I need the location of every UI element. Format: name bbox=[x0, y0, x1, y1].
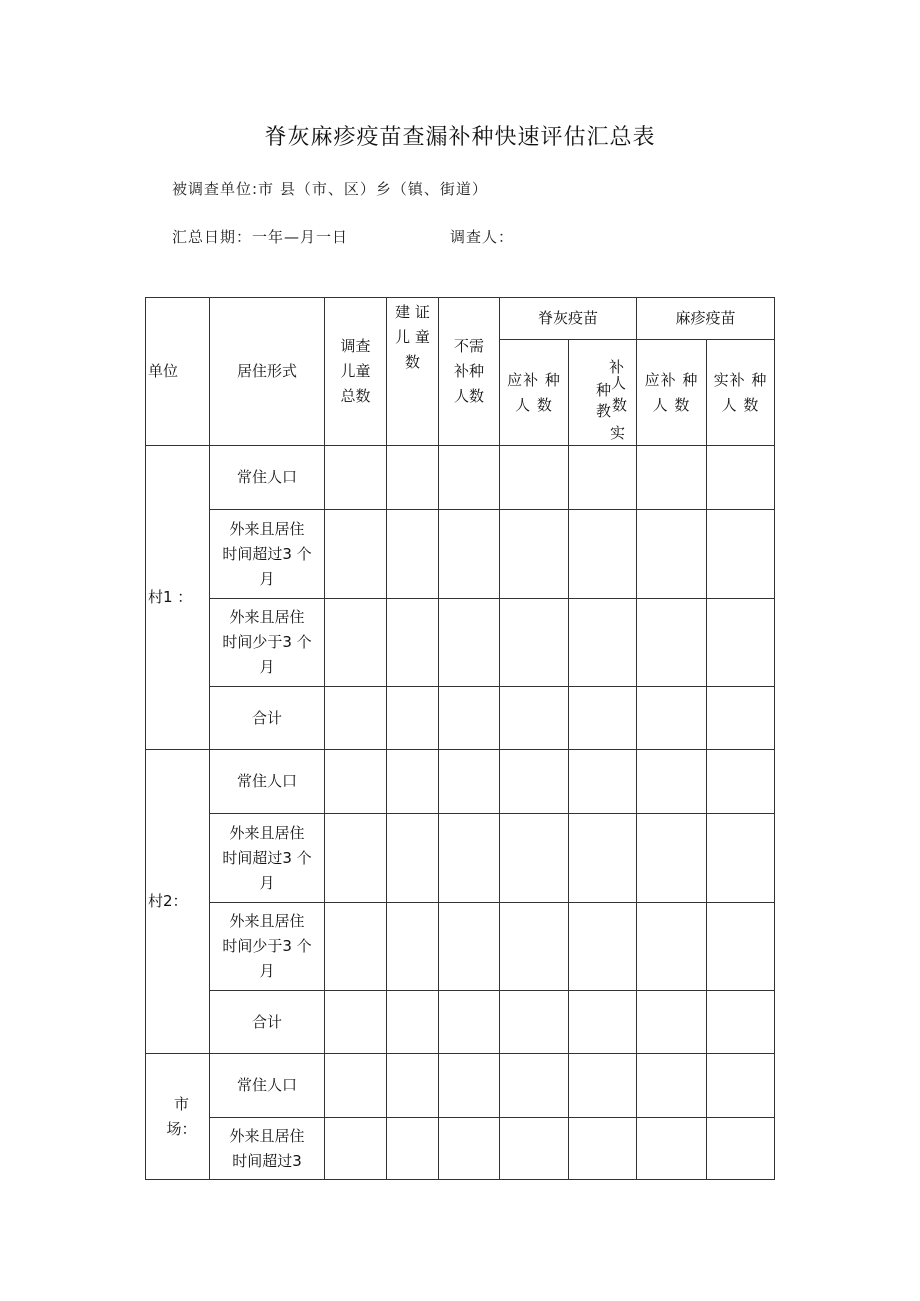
data-cell[interactable] bbox=[387, 446, 439, 510]
header-polio-actual bbox=[569, 340, 637, 446]
header-polio-actual-char-d: 数 bbox=[612, 395, 628, 414]
table-row bbox=[146, 750, 775, 814]
table-row bbox=[146, 814, 775, 903]
residence-line1: 外来且居住 bbox=[229, 608, 305, 626]
table-row bbox=[146, 446, 775, 510]
unit-cell-market bbox=[146, 1054, 210, 1180]
data-cell[interactable] bbox=[387, 1118, 439, 1180]
data-cell[interactable] bbox=[325, 750, 387, 814]
data-cell[interactable] bbox=[387, 903, 439, 991]
data-cell[interactable] bbox=[387, 991, 439, 1054]
data-cell[interactable] bbox=[637, 687, 707, 750]
header-residence-type: 居住形式 bbox=[210, 298, 325, 446]
data-cell[interactable] bbox=[325, 1118, 387, 1180]
data-cell[interactable] bbox=[500, 510, 569, 599]
residence-line2: 时间超过3 bbox=[232, 1151, 302, 1170]
residence-line1: 外来且居住 bbox=[229, 823, 305, 842]
data-cell[interactable] bbox=[500, 687, 569, 750]
table-row bbox=[146, 991, 775, 1054]
residence-cell bbox=[210, 903, 325, 991]
residence-line1: 外来且居住 bbox=[229, 1126, 305, 1145]
data-cell[interactable] bbox=[637, 599, 707, 687]
data-cell[interactable] bbox=[500, 814, 569, 903]
header-measles-actual bbox=[707, 340, 775, 446]
header-no-need-line1: 不需 bbox=[453, 337, 484, 355]
data-cell[interactable] bbox=[439, 750, 500, 814]
summary-date-line: 汇总日期：一年—月一日 bbox=[172, 228, 349, 246]
page-title: 脊灰麻疹疫苗查漏补种快速评估汇总表 bbox=[264, 125, 656, 150]
data-cell[interactable] bbox=[325, 814, 387, 903]
header-measles-actual-line1: 实补 种 bbox=[713, 370, 768, 389]
table-row bbox=[146, 1054, 775, 1118]
residence-line2: 时间超过3 个 bbox=[222, 544, 312, 563]
header-surveyed-total-line1: 调查 bbox=[340, 337, 371, 355]
data-cell[interactable] bbox=[439, 991, 500, 1054]
data-cell[interactable] bbox=[707, 599, 775, 687]
data-cell[interactable] bbox=[637, 903, 707, 991]
data-cell[interactable] bbox=[387, 1054, 439, 1118]
residence-cell: 常住人口 bbox=[210, 750, 325, 814]
data-cell[interactable] bbox=[325, 599, 387, 687]
data-cell[interactable] bbox=[500, 1118, 569, 1180]
header-polio-should-line2: 人 数 bbox=[515, 395, 553, 414]
data-cell[interactable] bbox=[500, 903, 569, 991]
data-cell[interactable] bbox=[439, 814, 500, 903]
data-cell[interactable] bbox=[569, 1054, 637, 1118]
data-cell[interactable] bbox=[387, 750, 439, 814]
unit-cell-village2: 村2： bbox=[146, 750, 210, 1054]
header-measles-should-line2: 人 数 bbox=[652, 395, 691, 414]
unit-cell-village1: 村1 ： bbox=[146, 446, 210, 750]
data-cell[interactable] bbox=[637, 814, 707, 903]
data-cell[interactable] bbox=[439, 446, 500, 510]
data-cell[interactable] bbox=[707, 1054, 775, 1118]
table-row bbox=[146, 687, 775, 750]
table-row bbox=[146, 903, 775, 991]
data-cell[interactable] bbox=[387, 687, 439, 750]
data-cell[interactable] bbox=[439, 599, 500, 687]
residence-cell: 常住人口 bbox=[210, 1054, 325, 1118]
residence-line2: 时间少于3 个 bbox=[222, 937, 312, 955]
data-cell[interactable] bbox=[500, 599, 569, 687]
residence-cell bbox=[210, 814, 325, 903]
table-row bbox=[146, 599, 775, 687]
data-cell[interactable] bbox=[325, 510, 387, 599]
residence-line1: 外来且居住 bbox=[229, 519, 305, 538]
residence-cell: 常住人口 bbox=[210, 446, 325, 510]
header-measles-should-line1: 应补 种 bbox=[644, 370, 699, 389]
data-cell[interactable] bbox=[569, 750, 637, 814]
header-surveyed-total-line3: 总数 bbox=[340, 387, 371, 405]
data-cell[interactable] bbox=[707, 991, 775, 1054]
header-cert-line1: 建 证 bbox=[395, 303, 430, 321]
residence-line3: 月 bbox=[259, 873, 275, 892]
header-cert-line2: 儿 童 bbox=[395, 328, 430, 346]
data-cell[interactable] bbox=[325, 1054, 387, 1118]
header-row-1 bbox=[146, 298, 775, 340]
data-cell[interactable] bbox=[439, 1054, 500, 1118]
header-certified-count bbox=[387, 298, 439, 446]
data-cell[interactable] bbox=[387, 814, 439, 903]
data-cell[interactable] bbox=[439, 1118, 500, 1180]
header-polio-should bbox=[500, 340, 569, 446]
data-cell[interactable] bbox=[637, 1118, 707, 1180]
summary-table bbox=[145, 297, 775, 1180]
header-polio-actual-char-f: 实 bbox=[610, 423, 626, 442]
header-polio-should-line1: 应补 种 bbox=[507, 370, 561, 389]
residence-line2: 时间少于3 个 bbox=[222, 633, 312, 651]
residence-line2: 时间超过3 个 bbox=[222, 848, 312, 867]
data-cell[interactable] bbox=[637, 1054, 707, 1118]
table-row bbox=[146, 1118, 775, 1180]
data-cell[interactable] bbox=[387, 599, 439, 687]
data-cell[interactable] bbox=[500, 750, 569, 814]
header-measles-actual-line2: 人 数 bbox=[721, 395, 760, 414]
unit-market-line2: 场： bbox=[166, 1119, 197, 1138]
residence-cell bbox=[210, 599, 325, 687]
header-unit: 单位 bbox=[146, 298, 210, 446]
data-cell[interactable] bbox=[707, 1118, 775, 1180]
data-cell[interactable] bbox=[707, 687, 775, 750]
data-cell[interactable] bbox=[707, 814, 775, 903]
header-measles-group: 麻疹疫苗 bbox=[637, 298, 775, 340]
data-cell[interactable] bbox=[637, 991, 707, 1054]
header-no-need-line3: 人数 bbox=[453, 387, 484, 405]
residence-line3: 月 bbox=[259, 569, 275, 588]
data-cell[interactable] bbox=[707, 903, 775, 991]
residence-line3: 月 bbox=[259, 962, 275, 980]
data-cell[interactable] bbox=[325, 446, 387, 510]
header-polio-actual-char-b: 人 bbox=[611, 373, 627, 392]
data-cell[interactable] bbox=[569, 814, 637, 903]
data-cell[interactable] bbox=[439, 903, 500, 991]
data-cell[interactable] bbox=[569, 903, 637, 991]
header-polio-actual-char-a: 补 bbox=[609, 357, 625, 376]
data-cell[interactable] bbox=[569, 991, 637, 1054]
header-no-need-count bbox=[439, 298, 500, 446]
residence-cell bbox=[210, 1118, 325, 1180]
data-cell[interactable] bbox=[569, 687, 637, 750]
residence-cell bbox=[210, 510, 325, 599]
surveyed-unit-line: 被调查单位:市 县（市、区）乡（镇、街道） bbox=[172, 180, 488, 198]
data-cell[interactable] bbox=[569, 510, 637, 599]
data-cell[interactable] bbox=[637, 510, 707, 599]
data-cell[interactable] bbox=[325, 903, 387, 991]
data-cell[interactable] bbox=[500, 991, 569, 1054]
data-cell[interactable] bbox=[325, 687, 387, 750]
data-cell[interactable] bbox=[569, 1118, 637, 1180]
data-cell[interactable] bbox=[387, 510, 439, 599]
residence-line1: 外来且居住 bbox=[229, 912, 305, 930]
data-cell[interactable] bbox=[707, 510, 775, 599]
data-cell[interactable] bbox=[707, 750, 775, 814]
header-measles-should bbox=[637, 340, 707, 446]
data-cell[interactable] bbox=[500, 446, 569, 510]
residence-line3: 月 bbox=[259, 658, 275, 676]
data-cell[interactable] bbox=[569, 446, 637, 510]
table-row bbox=[146, 510, 775, 599]
data-cell[interactable] bbox=[439, 510, 500, 599]
data-cell[interactable] bbox=[569, 599, 637, 687]
data-cell[interactable] bbox=[637, 750, 707, 814]
residence-cell: 合计 bbox=[210, 991, 325, 1054]
header-polio-actual-char-e: 教 bbox=[596, 401, 612, 420]
unit-market-line1: 市 bbox=[173, 1094, 189, 1113]
header-polio-group: 脊灰疫苗 bbox=[500, 298, 637, 340]
data-cell[interactable] bbox=[500, 1054, 569, 1118]
investigator-line: 调查人： bbox=[450, 228, 515, 246]
header-polio-actual-char-c: 种 bbox=[596, 380, 612, 399]
data-cell[interactable] bbox=[637, 446, 707, 510]
header-surveyed-total bbox=[325, 298, 387, 446]
data-cell[interactable] bbox=[439, 687, 500, 750]
residence-cell: 合计 bbox=[210, 687, 325, 750]
data-cell[interactable] bbox=[325, 991, 387, 1054]
header-cert-line3: 数 bbox=[404, 353, 420, 371]
header-no-need-line2: 补种 bbox=[453, 362, 484, 380]
header-surveyed-total-line2: 儿童 bbox=[340, 362, 371, 380]
data-cell[interactable] bbox=[707, 446, 775, 510]
